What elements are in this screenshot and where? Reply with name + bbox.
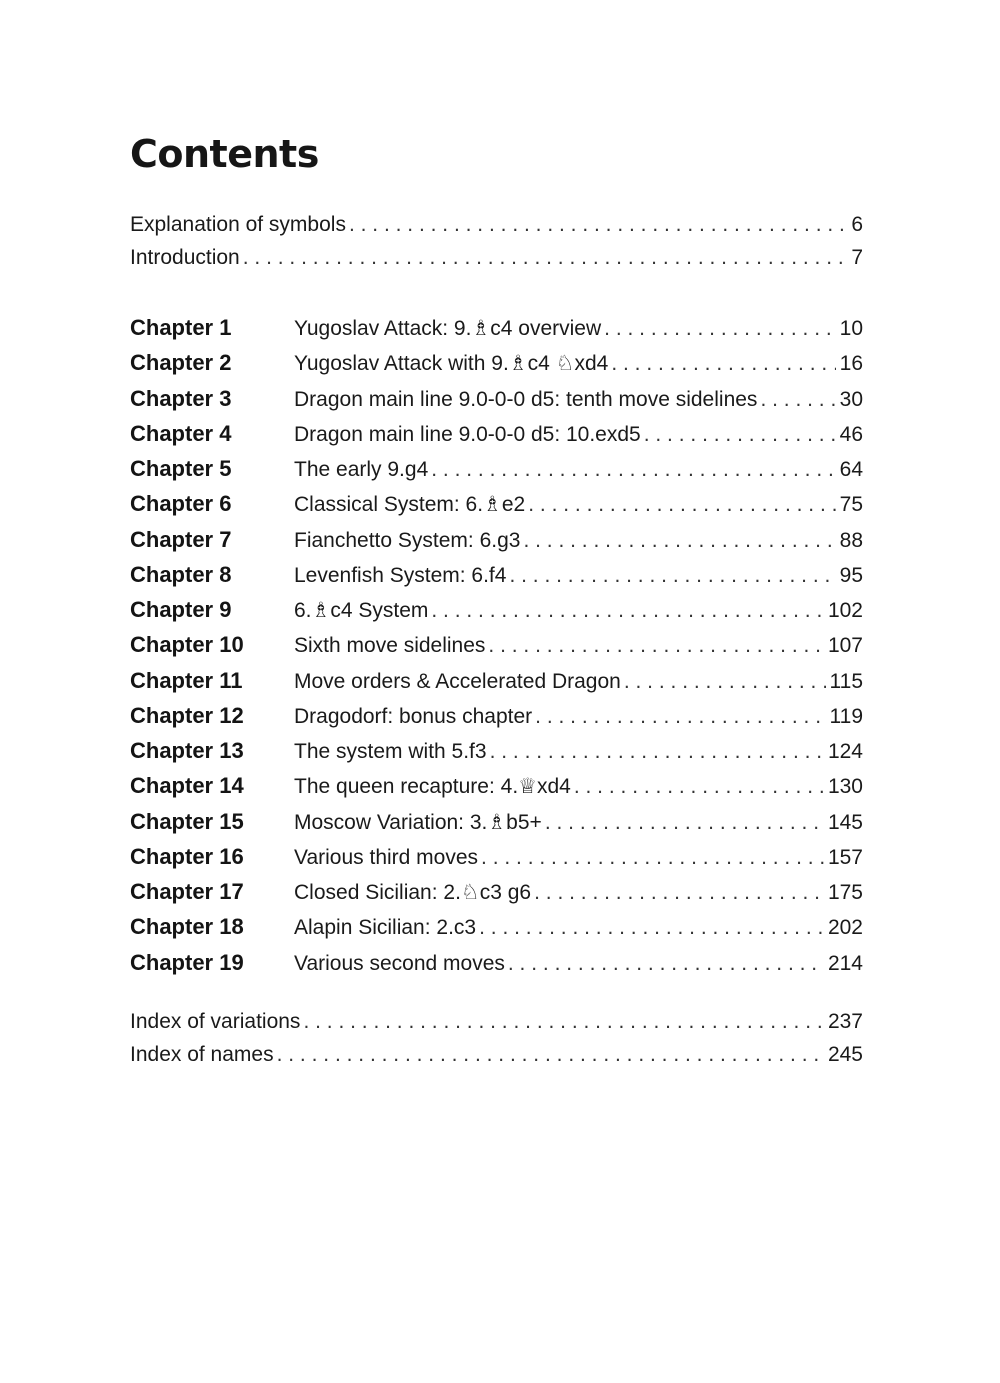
toc-page-number: 6 [851, 213, 863, 236]
chapter-title: Dragon main line 9.0-0-0 d5: 10.exd5 [294, 422, 641, 446]
toc-entry-title: Index of names [130, 1043, 274, 1066]
chapter-label: Chapter 15 [130, 808, 244, 834]
chapter-title: Sixth move sidelines [294, 634, 486, 658]
dot-leader [545, 811, 824, 835]
chapter-label: Chapter 16 [130, 843, 244, 869]
chapter-label: Chapter 19 [130, 949, 244, 975]
chapter-label: Chapter 10 [130, 632, 244, 658]
dot-leader [508, 952, 824, 976]
chapter-label: Chapter 8 [130, 561, 232, 587]
toc-page-number: 10 [839, 317, 863, 340]
dot-leader [534, 881, 824, 905]
toc-page-number: 237 [827, 1010, 863, 1033]
dot-leader [574, 775, 824, 799]
dot-leader [488, 634, 824, 658]
chapter-label: Chapter 2 [130, 350, 232, 376]
toc-chapter-entry[interactable] [130, 421, 863, 456]
toc-entry-introduction[interactable] [130, 246, 863, 279]
chapter-title: 6.♗c4 System [294, 599, 429, 622]
chapter-title: Levenfish System: 6.f4 [294, 563, 507, 587]
toc-entry-index-of-variations[interactable] [130, 1010, 863, 1043]
toc-chapter-entry[interactable] [130, 738, 863, 773]
toc-page-number: 107 [827, 634, 863, 658]
dot-leader [535, 705, 825, 729]
dot-leader [624, 670, 826, 694]
toc-page-number: 245 [827, 1043, 863, 1066]
toc-page-number: 102 [827, 599, 863, 622]
chapter-label: Chapter 11 [130, 667, 243, 693]
toc-page-number: 75 [839, 493, 863, 517]
toc-chapter-entry[interactable] [130, 844, 863, 879]
toc-chapter-entry[interactable] [130, 456, 863, 491]
toc-page-number: 64 [839, 458, 863, 481]
chapter-title: Alapin Sicilian: 2.c3 [294, 916, 477, 940]
toc-page-number: 7 [851, 246, 863, 269]
front-matter-list [130, 213, 863, 279]
chapter-title: Dragodorf: bonus chapter [294, 704, 533, 728]
toc-page-number: 124 [827, 740, 863, 763]
toc-chapter-entry[interactable] [130, 597, 863, 632]
chapter-label: Chapter 14 [130, 773, 244, 799]
chapter-title: Classical System: 6.♗e2 [294, 493, 526, 517]
chapter-label: Chapter 18 [130, 914, 244, 940]
page-title: Contents [130, 132, 319, 176]
chapter-label: Chapter 13 [130, 738, 244, 763]
dot-leader [349, 213, 845, 237]
toc-chapter-entry[interactable] [130, 914, 863, 949]
toc-page-number: 157 [827, 845, 863, 869]
chapter-title: The queen recapture: 4.♕xd4 [294, 775, 571, 799]
dot-leader [644, 423, 836, 447]
chapter-title: Fianchetto System: 6.g3 [294, 528, 521, 552]
dot-leader [277, 1043, 824, 1067]
toc-chapter-entry[interactable] [130, 809, 863, 844]
toc-page-number: 119 [829, 704, 863, 728]
toc-entry-explanation-of-symbols[interactable] [130, 213, 863, 246]
toc-page-number: 16 [839, 352, 863, 376]
dot-leader [431, 599, 824, 623]
dot-leader [611, 352, 835, 376]
dot-leader [431, 458, 835, 482]
chapter-title: Various second moves [294, 951, 505, 975]
toc-entry-index-of-names[interactable] [130, 1043, 863, 1076]
chapter-label: Chapter 7 [130, 526, 232, 552]
toc-chapter-entry[interactable] [130, 879, 863, 914]
toc-chapter-entry[interactable] [130, 527, 863, 562]
chapter-label: Chapter 12 [130, 702, 244, 728]
chapter-title: Closed Sicilian: 2.♘c3 g6 [294, 881, 532, 904]
toc-chapter-entry[interactable] [130, 315, 863, 350]
dot-leader [604, 317, 835, 341]
toc-page-number: 130 [827, 775, 863, 799]
toc-chapter-entry[interactable] [130, 632, 863, 667]
toc-page-number: 202 [827, 916, 863, 940]
toc-chapter-entry[interactable] [130, 491, 863, 526]
toc-page-number: 95 [839, 563, 863, 587]
toc-chapter-entry[interactable] [130, 773, 863, 808]
toc-chapter-entry[interactable] [130, 950, 863, 985]
chapter-label: Chapter 4 [130, 420, 232, 446]
dot-leader [243, 246, 845, 270]
dot-leader [523, 529, 835, 553]
toc-page-number: 175 [827, 881, 863, 904]
chapter-list [130, 315, 863, 985]
chapter-label: Chapter 17 [130, 879, 244, 904]
dot-leader [490, 740, 824, 764]
dot-leader [479, 916, 824, 940]
chapter-label: Chapter 9 [130, 597, 232, 622]
chapter-label: Chapter 3 [130, 385, 232, 411]
toc-page-number: 214 [827, 951, 863, 975]
toc-chapter-entry[interactable] [130, 668, 863, 703]
chapter-title: Moscow Variation: 3.♗b5+ [294, 810, 542, 834]
chapter-title: The system with 5.f3 [294, 740, 487, 763]
chapter-title: Yugoslav Attack: 9.♗c4 overview [294, 317, 602, 340]
chapter-title: The early 9.g4 [294, 458, 429, 481]
chapter-title: Yugoslav Attack with 9.♗c4 ♘xd4 [294, 352, 609, 376]
toc-page-number: 145 [827, 810, 863, 834]
dot-leader [303, 1010, 824, 1034]
chapter-label: Chapter 6 [130, 491, 232, 517]
dot-leader [481, 846, 824, 870]
chapter-title: Various third moves [294, 845, 479, 869]
chapter-label: Chapter 1 [130, 315, 232, 340]
toc-page-number: 115 [829, 669, 863, 693]
dot-leader [509, 564, 835, 588]
toc-chapter-entry[interactable] [130, 703, 863, 738]
toc-entry-title: Index of variations [130, 1010, 301, 1033]
toc-chapter-entry[interactable] [130, 350, 863, 385]
back-matter-list [130, 1010, 863, 1076]
toc-page-number: 30 [839, 387, 863, 411]
chapter-title: Move orders & Accelerated Dragon [294, 669, 621, 693]
toc-chapter-entry[interactable] [130, 562, 863, 597]
toc-page-number: 46 [839, 422, 863, 446]
dot-leader [760, 388, 835, 412]
toc-entry-title: Introduction [130, 246, 240, 269]
toc-chapter-entry[interactable] [130, 386, 863, 421]
toc-page-number: 88 [839, 528, 863, 552]
toc-entry-title: Explanation of symbols [130, 213, 346, 236]
chapter-label: Chapter 5 [130, 456, 232, 481]
chapter-title: Dragon main line 9.0-0-0 d5: tenth move sidelines [294, 387, 758, 411]
dot-leader [528, 493, 835, 517]
